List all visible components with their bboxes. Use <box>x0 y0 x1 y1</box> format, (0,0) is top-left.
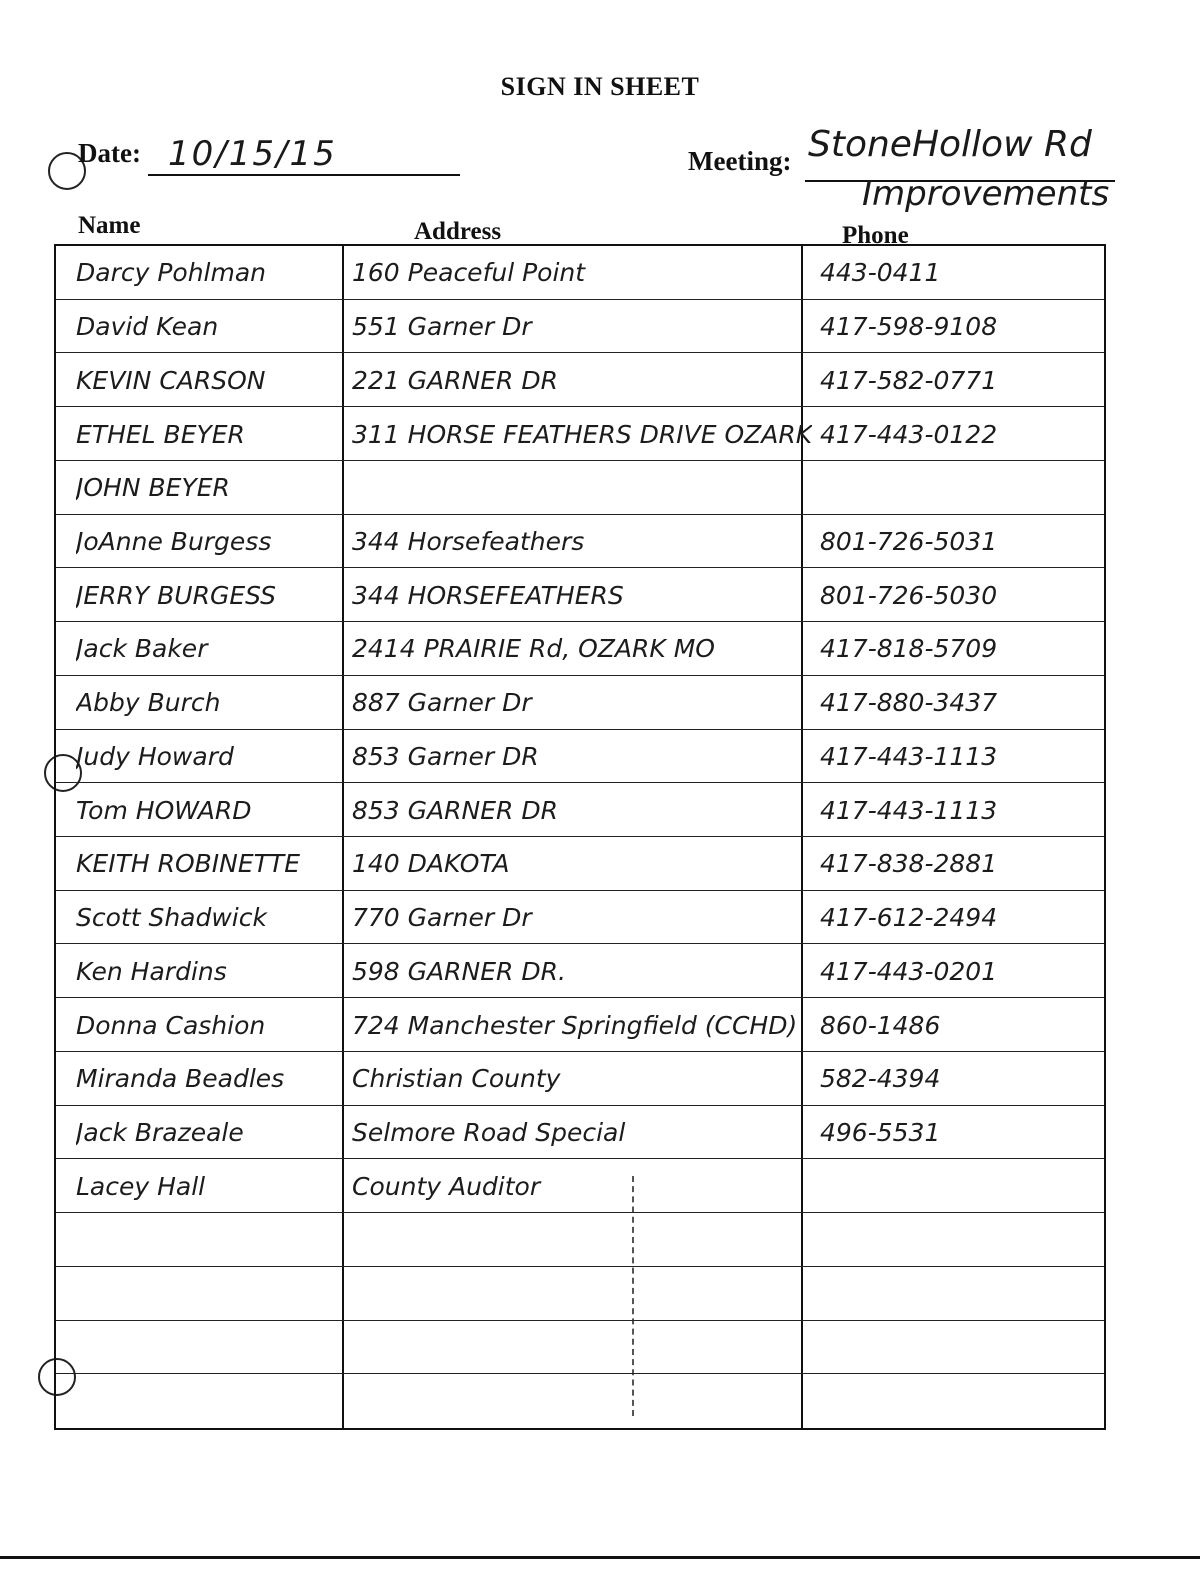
address-cell: 221 GARNER DR <box>352 365 558 395</box>
address-cell: 770 Garner Dr <box>352 903 532 933</box>
table-row <box>56 1213 1104 1267</box>
table-row <box>56 1106 1104 1160</box>
address-cell: County Auditor <box>352 1171 541 1201</box>
name-cell: KEVIN CARSON <box>76 365 266 395</box>
table-row <box>56 730 1104 784</box>
address-cell: Selmore Road Special <box>352 1117 626 1147</box>
date-value: 10/15/15 <box>168 134 337 174</box>
table-row <box>56 1052 1104 1106</box>
name-cell: Ken Hardins <box>76 956 227 986</box>
table-row <box>56 246 1104 300</box>
table-row <box>56 515 1104 569</box>
sign-in-table <box>54 244 1106 1430</box>
phone-cell: 417-582-0771 <box>820 365 998 395</box>
phone-cell <box>820 1374 1105 1428</box>
table-row <box>56 1321 1104 1375</box>
address-cell: 140 DAKOTA <box>352 849 510 879</box>
name-cell: David Kean <box>76 312 219 342</box>
address-cell: 853 Garner DR <box>352 741 539 771</box>
address-cell: 160 Peaceful Point <box>352 258 586 288</box>
address-cell: 853 GARNER DR <box>352 795 558 825</box>
table-row <box>56 1267 1104 1321</box>
address-cell: 344 Horsefeathers <box>352 526 585 556</box>
phone-cell: 417-443-1113 <box>820 795 998 825</box>
phone-cell: 417-838-2881 <box>820 849 998 879</box>
table-row <box>56 353 1104 407</box>
address-cell: 598 GARNER DR. <box>352 956 566 986</box>
phone-cell <box>820 1267 1105 1321</box>
table-row <box>56 300 1104 354</box>
name-column-header: Name <box>78 212 141 239</box>
name-cell: Scott Shadwick <box>76 903 267 933</box>
name-cell: Lacey Hall <box>76 1171 206 1201</box>
address-column-header: Address <box>414 218 502 245</box>
address-cell: 2414 PRAIRIE Rd, OZARK MO <box>352 634 715 664</box>
date-label: Date: <box>78 138 141 168</box>
table-row <box>56 783 1104 837</box>
meeting-label: Meeting: <box>688 146 792 176</box>
name-cell <box>76 1321 356 1375</box>
name-cell: Jack Brazeale <box>76 1117 244 1147</box>
name-cell <box>76 1267 356 1321</box>
table-row <box>56 998 1104 1052</box>
sheet-title: SIGN IN SHEET <box>500 72 700 101</box>
phone-cell <box>820 1321 1105 1375</box>
phone-cell: 582-4394 <box>820 1064 941 1094</box>
name-cell: Tom HOWARD <box>76 795 252 825</box>
phone-cell: 860-1486 <box>820 1010 941 1040</box>
name-cell: Darcy Pohlman <box>76 258 267 288</box>
name-cell <box>76 1374 356 1428</box>
address-cell: 311 HORSE FEATHERS DRIVE OZARK <box>352 419 812 449</box>
address-cell: 887 Garner Dr <box>352 688 532 718</box>
phone-cell: 417-612-2494 <box>820 903 998 933</box>
phone-cell: 417-443-1113 <box>820 741 998 771</box>
meeting-value-continued: Improvements <box>862 174 1110 214</box>
phone-cell: 417-443-0201 <box>820 956 998 986</box>
name-cell: KEITH ROBINETTE <box>76 849 300 879</box>
date-underline <box>148 174 460 176</box>
name-cell: JoAnne Burgess <box>76 526 272 556</box>
table-row <box>56 622 1104 676</box>
phone-column-header: Phone <box>842 222 909 249</box>
address-cell <box>352 1321 812 1375</box>
name-cell: Abby Burch <box>76 688 221 718</box>
address-cell: 551 Garner Dr <box>352 312 532 342</box>
name-cell <box>76 1213 356 1267</box>
phone-cell: 417-818-5709 <box>820 634 998 664</box>
name-cell: ETHEL BEYER <box>76 419 245 449</box>
table-row <box>56 891 1104 945</box>
address-cell <box>352 1213 812 1267</box>
table-row <box>56 837 1104 891</box>
table-row <box>56 1374 1104 1428</box>
phone-cell: 801-726-5030 <box>820 580 998 610</box>
phone-cell: 417-598-9108 <box>820 312 998 342</box>
name-cell: JOHN BEYER <box>76 473 230 503</box>
address-cell: 724 Manchester Springfield (CCHD) <box>352 1010 798 1040</box>
name-cell: Miranda Beadles <box>76 1064 285 1094</box>
name-cell: Donna Cashion <box>76 1010 266 1040</box>
table-row <box>56 407 1104 461</box>
phone-cell <box>820 1213 1105 1267</box>
page-bottom-rule <box>0 1556 1200 1559</box>
phone-cell: 496-5531 <box>820 1117 941 1147</box>
address-cell: 344 HORSEFEATHERS <box>352 580 624 610</box>
name-cell: Jack Baker <box>76 634 208 664</box>
phone-cell <box>820 461 1105 515</box>
address-cell: Christian County <box>352 1064 561 1094</box>
address-cell <box>352 461 812 515</box>
name-cell: Judy Howard <box>76 741 234 771</box>
table-row <box>56 568 1104 622</box>
table-row <box>56 944 1104 998</box>
phone-cell: 443-0411 <box>820 258 941 288</box>
table-row <box>56 676 1104 730</box>
phone-cell: 417-443-0122 <box>820 419 998 449</box>
table-row <box>56 1159 1104 1213</box>
address-cell <box>352 1267 812 1321</box>
table-row <box>56 461 1104 515</box>
name-cell: JERRY BURGESS <box>76 580 276 610</box>
phone-cell: 801-726-5031 <box>820 526 998 556</box>
phone-cell: 417-880-3437 <box>820 688 998 718</box>
address-cell <box>352 1374 812 1428</box>
phone-cell <box>820 1159 1105 1213</box>
meeting-value: StoneHollow Rd <box>808 124 1092 165</box>
